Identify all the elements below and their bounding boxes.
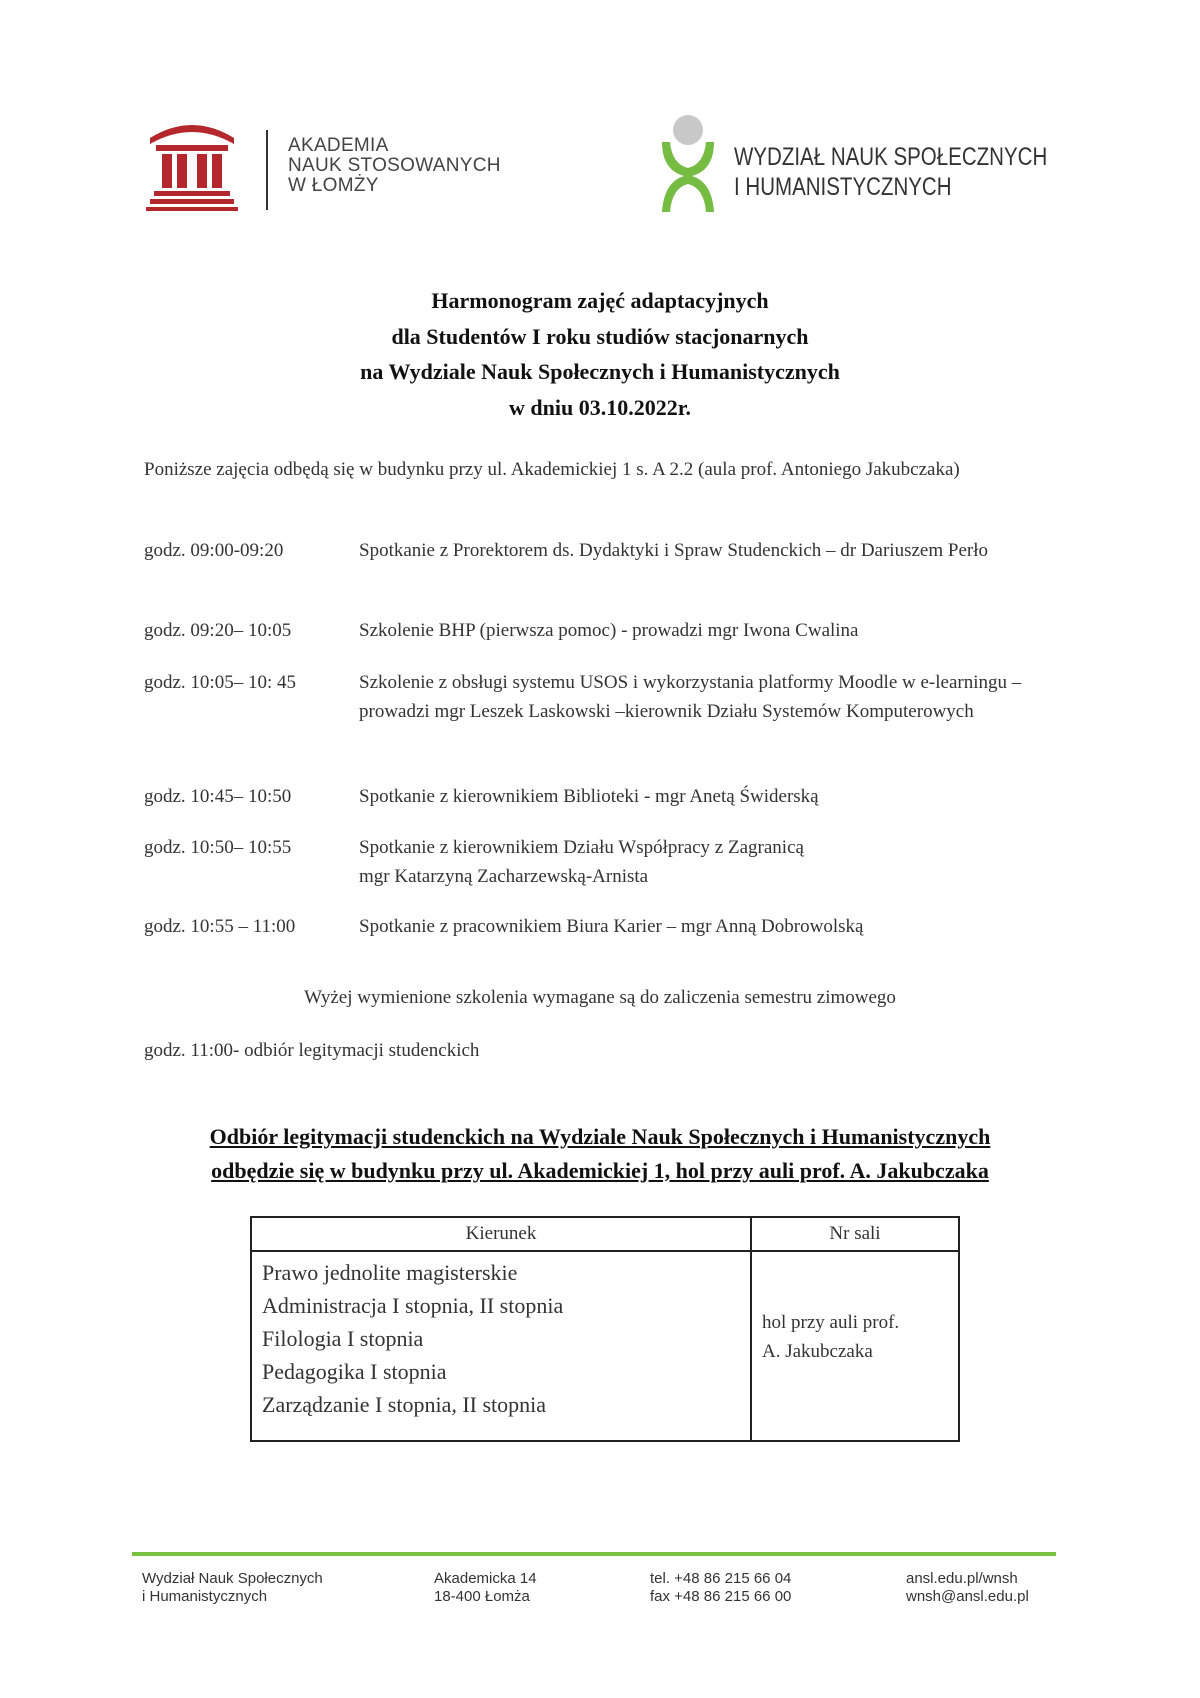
footer-line: tel. +48 86 215 66 04 [650, 1570, 792, 1587]
pickup-heading-line: odbędzie się w budynku przy ul. Akademickiej 1, hol przy auli prof. A. Jakubczaka [211, 1158, 989, 1183]
schedule-time: godz. 10:45– 10:50 [144, 786, 292, 807]
schedule-time: godz. 10:55 – 11:00 [144, 916, 296, 937]
title-line: Harmonogram zajęć adaptacyjnych [431, 288, 769, 313]
department-item: Zarządzanie I stopnia, II stopnia [262, 1392, 547, 1417]
department-item: Prawo jednolite magisterskie [262, 1260, 518, 1285]
schedule-desc [359, 833, 1049, 891]
schedule-desc-text: Spotkanie z Prorektorem ds. Dydaktyki i Spraw Studenckich – dr Dariuszem Perło [359, 540, 988, 561]
logo-right-line: I HUMANISTYCZNYCH [734, 173, 952, 201]
title-line: na Wydziale Nauk Społecznych i Humanistycznych [360, 359, 840, 384]
schedule-desc: Spotkanie z kierownikiem Biblioteki - mgr Anetą Świderską [359, 786, 819, 807]
footer-line: fax +48 86 215 66 00 [650, 1588, 792, 1605]
schedule-row [144, 833, 1044, 891]
logo-right-line: WYDZIAŁ NAUK SPOŁECZNYCH [734, 143, 1048, 171]
title-line: dla Studentów I roku studiów stacjonarnych [391, 323, 809, 349]
schedule-desc: Szkolenie BHP (pierwsza pomoc) - prowadzi mgr Iwona Cwalina [359, 620, 859, 641]
department-item: Administracja I stopnia, II stopnia [262, 1293, 564, 1318]
schedule-row [144, 782, 1044, 811]
logo-left-line: AKADEMIA [288, 135, 389, 156]
intro-paragraph: Poniższe zajęcia odbędą się w budynku przy ul. Akademickiej 1 s. A 2.2 (aula prof. Antoniego Jakubczaka) [144, 459, 960, 480]
table-column-divider [750, 1218, 752, 1440]
schedule-time: godz. 09:00-09:20 [144, 540, 284, 561]
footer-phone [650, 1570, 791, 1606]
schedule-row [144, 912, 1044, 941]
footer-department [142, 1570, 323, 1606]
table-header-room: Nr sali [829, 1223, 881, 1244]
department-list [262, 1256, 563, 1421]
logo-divider [266, 130, 268, 210]
department-item: Pedagogika I stopnia [262, 1359, 447, 1384]
footer-line: 18-400 Łomża [434, 1588, 530, 1605]
logo-left-line: W ŁOMŻY [288, 175, 379, 196]
requirement-note: Wyżej wymienione szkolenia wymagane są do zaliczenia semestru zimowego [304, 987, 896, 1008]
schedule-desc-line: Spotkanie z kierownikiem Działu Współpracy z Zagranicą [359, 837, 804, 858]
room-line: A. Jakubczaka [762, 1341, 873, 1362]
footer-line: Akademicka 14 [434, 1570, 537, 1587]
footer-website-link[interactable]: ansl.edu.pl/wnsh [906, 1570, 1018, 1587]
page-title [0, 283, 1200, 425]
footer-line: i Humanistycznych [142, 1588, 268, 1605]
schedule-row [144, 536, 1044, 594]
table-header-row [252, 1218, 958, 1252]
ansl-logo-icon [142, 112, 242, 212]
title-line: w dniu 03.10.2022r. [509, 394, 691, 420]
schedule-desc: Spotkanie z pracownikiem Biura Karier – mgr Anną Dobrowolską [359, 916, 864, 937]
schedule-desc: Szkolenie z obsługi systemu USOS i wykorzystania platformy Moodle w e-learningu – prowadzi mgr Leszek Laskowski –kierownik Działu Systemów Komputerowych [359, 672, 1022, 722]
footer-email-link[interactable]: wnsh@ansl.edu.pl [906, 1588, 1029, 1605]
footer-address [434, 1570, 537, 1606]
schedule-time: godz. 10:50– 10:55 [144, 837, 292, 858]
schedule-time: godz. 10:05– 10: 45 [144, 672, 296, 693]
wnsh-logo-icon [658, 112, 718, 212]
pickup-heading [0, 1120, 1200, 1188]
schedule-desc [144, 536, 1049, 565]
footer-line: Wydział Nauk Społecznych [142, 1570, 323, 1587]
department-item: Filologia I stopnia [262, 1326, 424, 1351]
logo-left-line: NAUK STOSOWANYCH [288, 155, 501, 176]
schedule-row [144, 668, 1044, 755]
schedule-desc-line: mgr Katarzyną Zacharzewską-Arnista [359, 866, 649, 887]
table-header-kierunek: Kierunek [465, 1223, 537, 1244]
rooms-table [250, 1216, 960, 1442]
footer-rule [132, 1552, 1056, 1556]
room-cell [762, 1308, 899, 1366]
ansl-logo-text [288, 136, 501, 196]
wnsh-logo-text [734, 142, 1047, 202]
schedule-time: godz. 09:20– 10:05 [144, 620, 292, 641]
footer-web [906, 1570, 1029, 1606]
pickup-heading-line: Odbiór legitymacji studenckich na Wydziale Nauk Społecznych i Humanistycznych [209, 1124, 991, 1149]
pickup-time: godz. 11:00- odbiór legitymacji studenckich [144, 1040, 480, 1061]
schedule-row [144, 616, 1044, 645]
room-line: hol przy auli prof. [762, 1312, 900, 1333]
